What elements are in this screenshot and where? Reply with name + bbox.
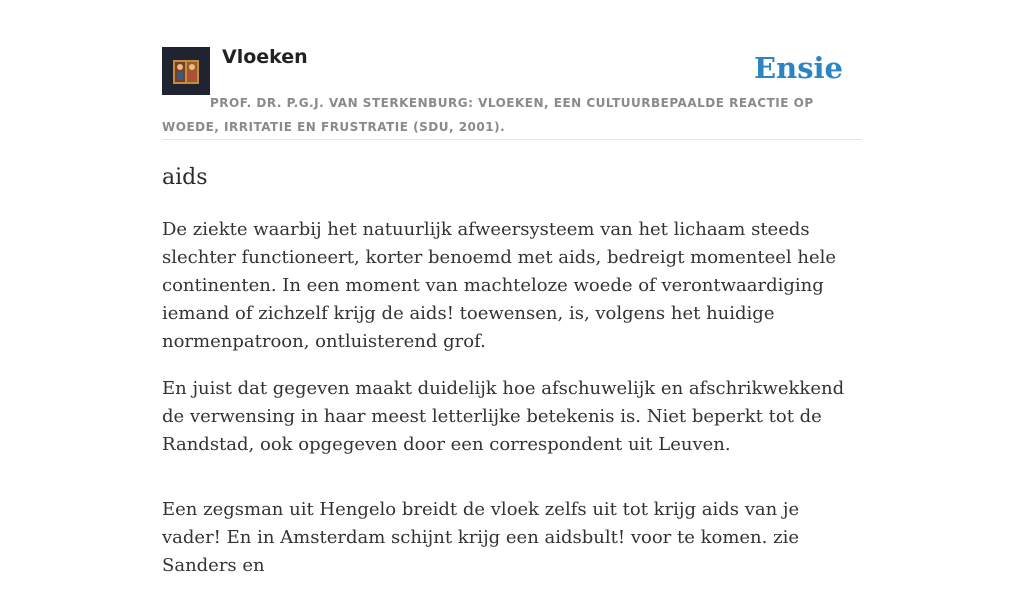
book-cover-icon	[162, 47, 210, 95]
book-cover-avatar[interactable]	[162, 47, 210, 95]
ensie-logo[interactable]: Ensie	[754, 51, 843, 85]
source-citation: PROF. DR. P.G.J. VAN STERKENBURG: VLOEKEN, EEN CULTUURBEPAALDE REACTIE OP WOEDE, IRRITATIE EN FRUSTRATIE (SDU, 2001).	[162, 96, 814, 134]
book-title[interactable]: Vloeken	[222, 46, 308, 68]
header	[162, 45, 862, 140]
paragraph: De ziekte waarbij het natuurlijk afweersysteem van het lichaam steeds slechter functioneert, korter benoemd met aids, bedreigt momenteel hele continenten. In een moment van machteloze woede of verontwaardiging iemand of zichzelf krijg de aids! toewensen, is, volgens het huidige normenpatroon, ontluisterend grof.	[162, 219, 837, 352]
paragraph: Een zegsman uit Hengelo breidt de vloek zelfs uit tot krijg aids van je vader! En in Amsterdam schijnt krijg een aidsbult! voor te komen. zie Sanders en	[162, 499, 800, 576]
article-content	[162, 162, 862, 599]
paragraph: En juist dat gegeven maakt duidelijk hoe afschuwelijk en afschrikwekkend de verwensing in haar meest letterlijke betekenis is. Niet beperkt tot de Randstad, ook opgegeven door een correspondent uit Leuven.	[162, 378, 845, 455]
page-title: aids	[162, 165, 208, 190]
